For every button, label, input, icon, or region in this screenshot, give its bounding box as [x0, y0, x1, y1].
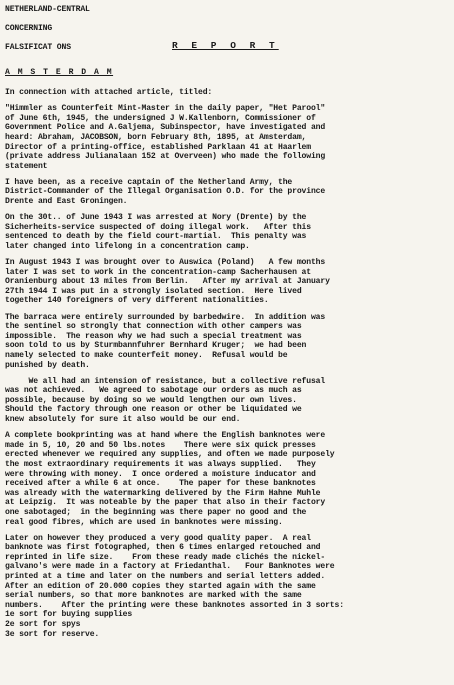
- body-line: the most extraordinary requirements it was always supplied. They: [5, 459, 316, 469]
- body-line: erected whenever we required any supplies, and often we made purposely: [5, 450, 335, 460]
- body-line: Later on however they produced a very good quality paper. A real: [5, 533, 311, 543]
- subject-label: FALSIFICAT ONS: [5, 43, 71, 52]
- body-line: one sabotaged; in the beginning was there paper no good and the: [5, 507, 307, 517]
- body-line: reprinted in life size. From these ready made clichés the nickel-: [5, 552, 326, 562]
- body-line: District-Commander of the Illegal Organisation O.D. for the province: [5, 187, 326, 197]
- body-line: A complete bookprinting was at hand where the English banknotes were: [5, 431, 326, 441]
- body-line: was already with the watermarking delivered by the Firm Hahne Muhle: [5, 488, 321, 498]
- org-heading: NETHERLAND-CENTRAL: [5, 5, 90, 14]
- body-line: In connection with attached article, titled:: [5, 88, 213, 97]
- body-line: was not achieved. We agreed to sabotage our orders as much as: [5, 386, 302, 396]
- body-line: possible, because by doing so we would lengthen our own lives.: [5, 395, 297, 405]
- body-line: Government Police and A.Galjema, Subinspector, have investigated and: [5, 123, 326, 133]
- body-line: impossible. The reason why we had such a special treatment was: [5, 331, 302, 341]
- body-line: together 140 foreigners of very different nationalities.: [5, 296, 269, 306]
- concerning-label: CONCERNING: [5, 24, 53, 33]
- place-heading: A M S T E R D A M: [5, 68, 114, 77]
- body-line: Should the factory through one reason or other be liquidated we: [5, 405, 302, 415]
- body-line: Director of a printing-office, established Parklaan 41 at Haarlem: [5, 142, 311, 152]
- body-line: received after a while 6 at once. The paper for these banknotes: [5, 479, 316, 489]
- body-line: 3e sort for reserve.: [5, 629, 100, 639]
- body-line: On the 30t.. of June 1943 I was arrested at Nory (Drente) by the: [5, 213, 307, 223]
- body-line: knew absolutely for sure it also would be our end.: [5, 415, 241, 424]
- body-line: galvano's were made in a factory at Friedanthal. Four Banknotes were: [5, 562, 335, 572]
- body-line: 2e sort for spys: [5, 620, 81, 629]
- body-line: real good fibres, which are used in banknotes were missing.: [5, 517, 283, 527]
- body-line: The barraca were entirely surrounded by barbedwire. In addition was: [5, 312, 326, 322]
- body-line: sentenced to death by the field court-martial. This penalty was: [5, 232, 307, 242]
- body-line: I have been, as a receive captain of the Netherland Army, the: [5, 177, 293, 187]
- body-line: heard: Abraham, JACOBSON, born February 8th, 1895, at Amsterdam,: [5, 132, 307, 142]
- body-line: later I was set to work in the concentration-camp Sacherhausen at: [5, 267, 311, 277]
- body-line: In August 1943 I was brought over to Auswica (Poland) A few months: [5, 258, 326, 267]
- body-line: later changed into lifelong in a concentration camp.: [5, 241, 250, 251]
- body-line: at Leipzig. It was noteable by the paper that also in their factory: [5, 498, 326, 508]
- body-line: soon told to us by Sturmbannfuhrer Bernhard Kruger; we had been: [5, 341, 307, 351]
- body-line: serial numbers, so that more banknotes are marked with the same: [5, 591, 302, 601]
- body-line: Oranienburg about 13 miles from Berlin. After my arrival at January: [5, 277, 330, 287]
- body-line: banknote was first fotographed, then 6 times enlarged retouched and: [5, 543, 321, 553]
- body-line: of June 6th, 1945, the undersigned J W.Kallenborn, Commissioner of: [5, 113, 316, 123]
- body-line: namely selected to make counterfeit money. Refusal would be: [5, 350, 288, 360]
- body-line: (private address Julianalaan 152 at Overveen) who made the following: [5, 152, 326, 162]
- report-title: R E P O R T: [172, 40, 279, 51]
- body-line: printed at a time and later on the numbers and serial letters added.: [5, 572, 326, 581]
- body-line: We all had an intension of resistance, but a collective refusal: [5, 376, 326, 386]
- body-line: After an edition of 20.000 copies they started again with the same: [5, 581, 316, 591]
- body-line: Sicherheits-service suspected of doing illegal work. After this: [5, 222, 311, 232]
- body-line: 27th 1944 I was put in a strongly isolated section. Here lived: [5, 286, 302, 296]
- body-line: numbers. After the printing were these banknotes assorted in 3 sorts:: [5, 600, 344, 610]
- body-line: Drente and East Groningen.: [5, 197, 128, 206]
- body-line: made in 5, 10, 20 and 50 lbs.notes There were six quick presses: [5, 440, 316, 450]
- body-line: the sentinel so strongly that connection with other campers was: [5, 322, 302, 332]
- body-line: 1e sort for buying supplies: [5, 610, 133, 620]
- body-line: statement: [5, 161, 48, 171]
- body-line: "Himmler as Counterfeit Mint-Master in the daily paper, "Het Parool": [5, 104, 326, 114]
- body-line: were throwing with money. I once ordered a moisture inducator and: [5, 469, 316, 479]
- body-line: punished by death.: [5, 360, 90, 370]
